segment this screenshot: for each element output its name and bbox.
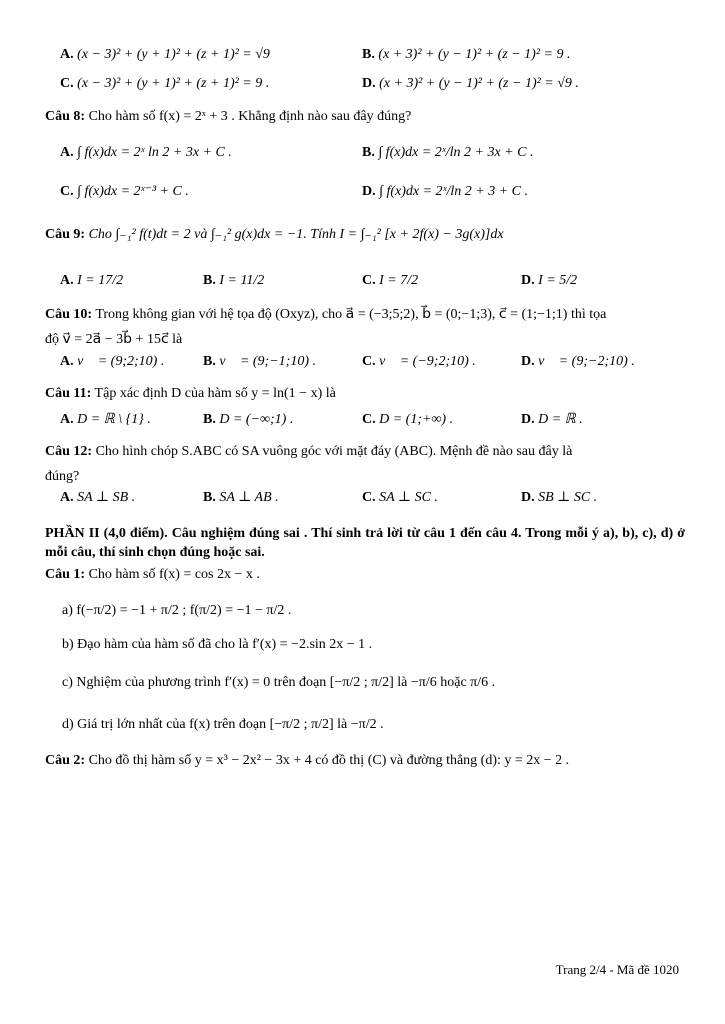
q8-option-a: A. ∫ f(x)dx = 2ˣ ln 2 + 3x + C . — [60, 145, 232, 160]
q7-option-d: D. (x + 3)² + (y − 1)² + (z − 1)² = √9 . — [362, 76, 579, 91]
q9-option-d: D. I = 5/2 — [521, 273, 578, 288]
q8-option-d: D. ∫ f(x)dx = 2ˣ/ln 2 + 3 + C . — [362, 184, 529, 199]
q12-option-d: D. SB ⊥ SC . — [521, 490, 598, 505]
q11-option-a: A. D = ℝ \ {1} . — [60, 412, 151, 427]
q9-stem: Câu 9: Cho ∫₋₁² f(t)dt = 2 và ∫₋₁² g(x)dx = −1. Tính I = ∫₋₁² [x + 2f(x) − 3g(x)]dx — [45, 227, 504, 242]
q12-option-b: B. SA ⊥ AB . — [203, 490, 279, 505]
p2-q1-item-a: a) f(−π/2) = −1 + π/2 ; f(π/2) = −1 − π/2 . — [62, 603, 292, 618]
q7-option-a: A. (x − 3)² + (y + 1)² + (z + 1)² = √9 — [60, 47, 270, 62]
q10-option-c: C. v⃗ = (−9;2;10) . — [362, 354, 476, 369]
q11-stem: Câu 11: Tập xác định D của hàm số y = ln(1 − x) là — [45, 386, 336, 401]
p2-q1-item-b: b) Đạo hàm của hàm số đã cho là f′(x) = −2.sin 2x − 1 . — [62, 637, 373, 652]
q12-option-a: A. SA ⊥ SB . — [60, 490, 136, 505]
q8-option-c: C. ∫ f(x)dx = 2ˣ⁻³ + C . — [60, 184, 189, 199]
q7-option-b: B. (x + 3)² + (y − 1)² + (z − 1)² = 9 . — [362, 47, 571, 62]
q8-option-b: B. ∫ f(x)dx = 2ˣ/ln 2 + 3x + C . — [362, 145, 534, 160]
page-footer: Trang 2/4 - Mã đề 1020 — [555, 962, 679, 977]
q12-stem-2: đúng? — [45, 469, 80, 484]
p2-q1-stem: Câu 1: Cho hàm số f(x) = cos 2x − x . — [45, 567, 260, 582]
q11-option-b: B. D = (−∞;1) . — [203, 412, 294, 427]
q12-option-c: C. SA ⊥ SC . — [362, 490, 438, 505]
q9-option-c: C. I = 7/2 — [362, 273, 419, 288]
part-two-heading: PHẦN II (4,0 điểm). Câu nghiệm đúng sai . Thí sinh trả lời từ câu 1 đến câu 4. Trong mỗi ý a), b), c), d) ở mỗi câu, thí sinh chọn đúng hoặc sai. — [45, 526, 685, 560]
q10-option-d: D. v⃗ = (9;−2;10) . — [521, 354, 635, 369]
p2-q2-stem: Câu 2: Cho đồ thị hàm số y = x³ − 2x² − 3x + 4 có đồ thị (C) và đường thẳng (d): y = 2x − 2 . — [45, 753, 570, 768]
q9-option-b: B. I = 11/2 — [203, 273, 265, 288]
q10-option-b: B. v⃗ = (9;−1;10) . — [203, 354, 316, 369]
q11-option-c: C. D = (1;+∞) . — [362, 412, 454, 427]
p2-q1-item-d: d) Giá trị lớn nhất của f(x) trên đoạn [−π/2 ; π/2] là −π/2 . — [62, 717, 384, 732]
p2-q1-item-c: c) Nghiệm của phương trình f′(x) = 0 trên đoạn [−π/2 ; π/2] là −π/6 hoặc π/6 . — [62, 675, 496, 690]
q10-stem-2: độ v⃗ = 2a⃗ − 3b⃗ + 15c⃗ là — [45, 332, 183, 347]
q10-stem-1: Câu 10: Trong không gian với hệ tọa độ (Oxyz), cho a⃗ = (−3;5;2), b⃗ = (0;−1;3), c⃗ = (1;−1;1) thì tọa — [45, 307, 607, 322]
q12-stem-1: Câu 12: Cho hình chóp S.ABC có SA vuông góc với mặt đáy (ABC). Mệnh đề nào sau đây là — [45, 444, 573, 459]
q11-option-d: D. D = ℝ . — [521, 412, 583, 427]
q10-option-a: A. v⃗ = (9;2;10) . — [60, 354, 165, 369]
q7-option-c: C. (x − 3)² + (y + 1)² + (z + 1)² = 9 . — [60, 76, 270, 91]
q8-stem: Câu 8: Cho hàm số f(x) = 2ˣ + 3 . Khẳng định nào sau đây đúng? — [45, 109, 412, 124]
q9-option-a: A. I = 17/2 — [60, 273, 124, 288]
